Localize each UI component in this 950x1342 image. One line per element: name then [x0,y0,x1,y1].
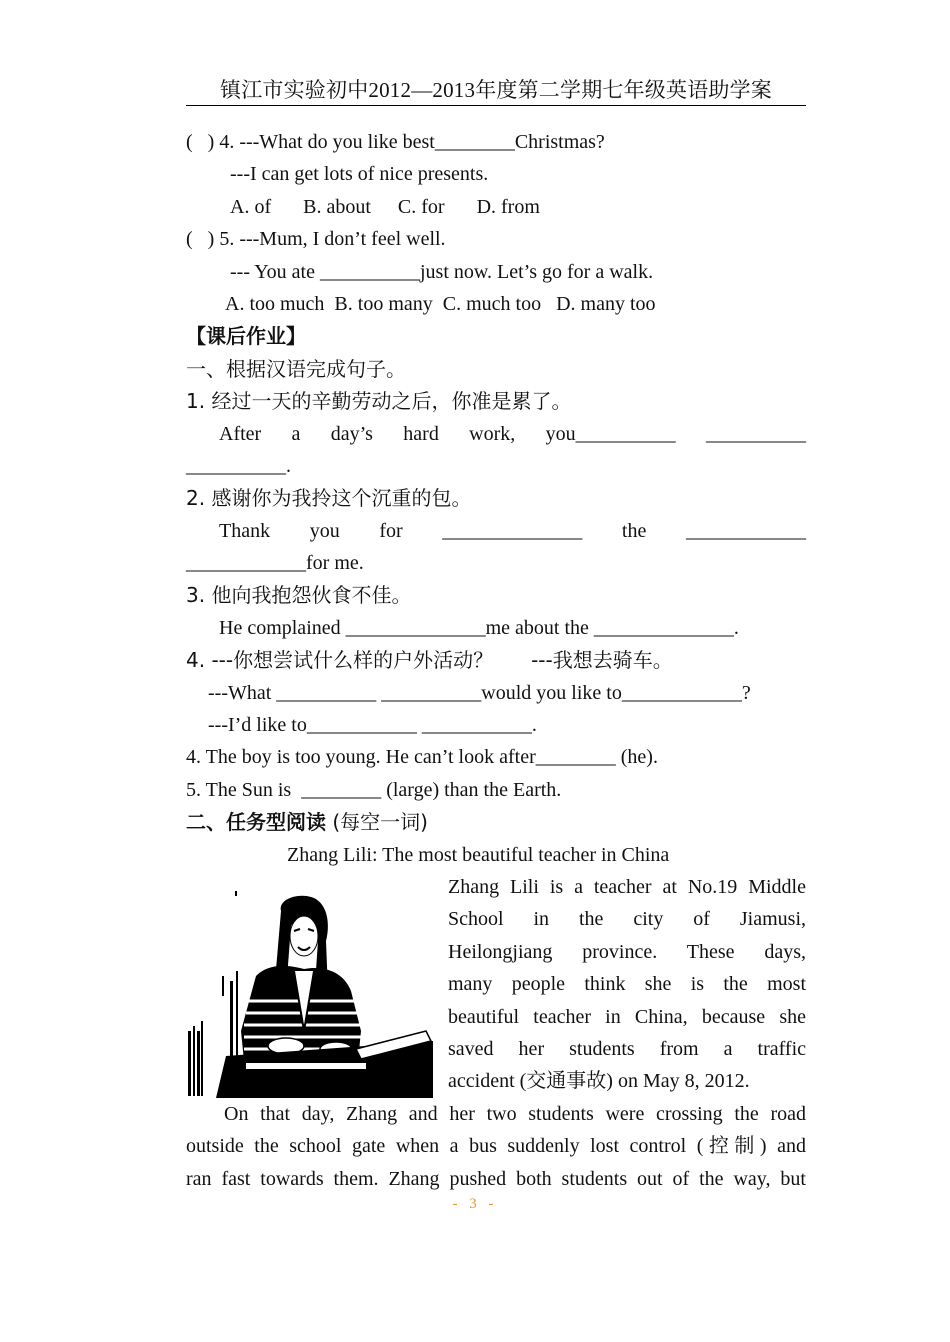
article-line: beautiful teacher in China, because she [448,1005,806,1028]
homework-title: 【课后作业】 [186,324,306,349]
q5-stem: ( ) 5. ---Mum, I don’t feel well. [186,228,446,251]
item2-en [186,515,806,547]
item2-word: Thank [219,519,271,542]
part2-heading [186,806,806,838]
article-line: many people think she is the most [448,973,806,996]
article-paragraph [186,1098,806,1195]
item3-zh: 3. 他向我抱怨伙食不佳。 [186,583,412,608]
q5-options: A. too much B. too many C. much too D. many too [225,292,656,315]
extra-item-4: 4. The boy is too young. He can’t look after________ (he). [186,746,658,769]
item4-zh-answer: ---我想去骑车。 [531,648,673,673]
item4-en-question: ---What __________ __________would you like to____________? [208,681,751,704]
part2-title: 二、任务型阅读 [186,810,326,835]
header-rule [186,105,806,106]
teacher-photo [186,881,433,1098]
item1-en-cont: __________. [186,454,291,477]
content [186,126,806,1195]
article-intro-text [448,871,806,1098]
q4-option-b: B. about [303,195,371,218]
item1-word: you__________ [545,422,676,445]
part2-note: (每空一词) [326,810,428,835]
item1-word: hard [403,422,439,445]
item2-word: for [379,519,403,542]
item4-en-answer: ---I’d like to___________ ___________. [208,714,537,737]
item3-en: He complained ______________me about the ______________. [219,616,739,639]
paragraph-line: ran fast towards them. Zhang pushed both students out of the way, but [186,1167,806,1190]
paragraph-line: outside the school gate when a bus suddenly lost control (控制) and [186,1135,806,1158]
article-line: Zhang Lili is a teacher at No.19 Middle [448,875,806,898]
item1-word: a [291,422,301,445]
paragraph-line: On that day, Zhang and her two students were crossing the road [224,1102,806,1125]
item1-word: After [219,422,262,445]
q4-options [186,191,806,223]
q4-stem: ( ) 4. ---What do you like best________Christmas? [186,131,605,153]
article-line: Heilongjiang province. These days, [448,940,806,963]
q4-option-d: D. from [476,195,540,218]
article-intro [186,871,806,1098]
article-line: saved her students from a traffic [448,1037,806,1060]
item2-word: ______________ [442,519,583,542]
q4-option-c: C. for [397,195,445,218]
item2-zh: 2. 感谢你为我拎这个沉重的包。 [186,486,472,511]
item4-zh-question: 4. ---你想尝试什么样的户外活动？ [186,648,494,673]
article-line: School in the city of Jiamusi, [448,908,806,931]
article-line: accident (交通事故) on May 8, 2012. [448,1070,750,1093]
part1-title: 一、根据汉语完成句子。 [186,356,406,381]
item2-en-cont: ____________for me. [186,552,364,575]
extra-item-5: 5. The Sun is ________ (large) than the Earth. [186,778,562,801]
item2-word: ____________ [685,519,806,542]
q5-answer: --- You ate __________just now. Let’s go for a walk. [230,260,654,283]
article-title: Zhang Lili: The most beautiful teacher in China [287,843,670,866]
q4-answer: ---I can get lots of nice presents. [230,163,489,186]
item1-word: day’s [330,422,373,445]
page-header: 镇江市实验初中2012—2013年度第二学期七年级英语助学案 [220,78,772,102]
item4-zh [186,644,806,676]
item1-zh: 1. 经过一天的辛勤劳动之后，你准是累了。 [186,389,572,414]
item1-word: work, [469,422,516,445]
q4-option-a: A. of [230,195,272,218]
item2-word: the [621,519,647,542]
item1-en [186,418,806,450]
item2-word: you [309,519,340,542]
page-number: - 3 - [452,1196,498,1212]
item1-word: __________ [705,422,806,445]
